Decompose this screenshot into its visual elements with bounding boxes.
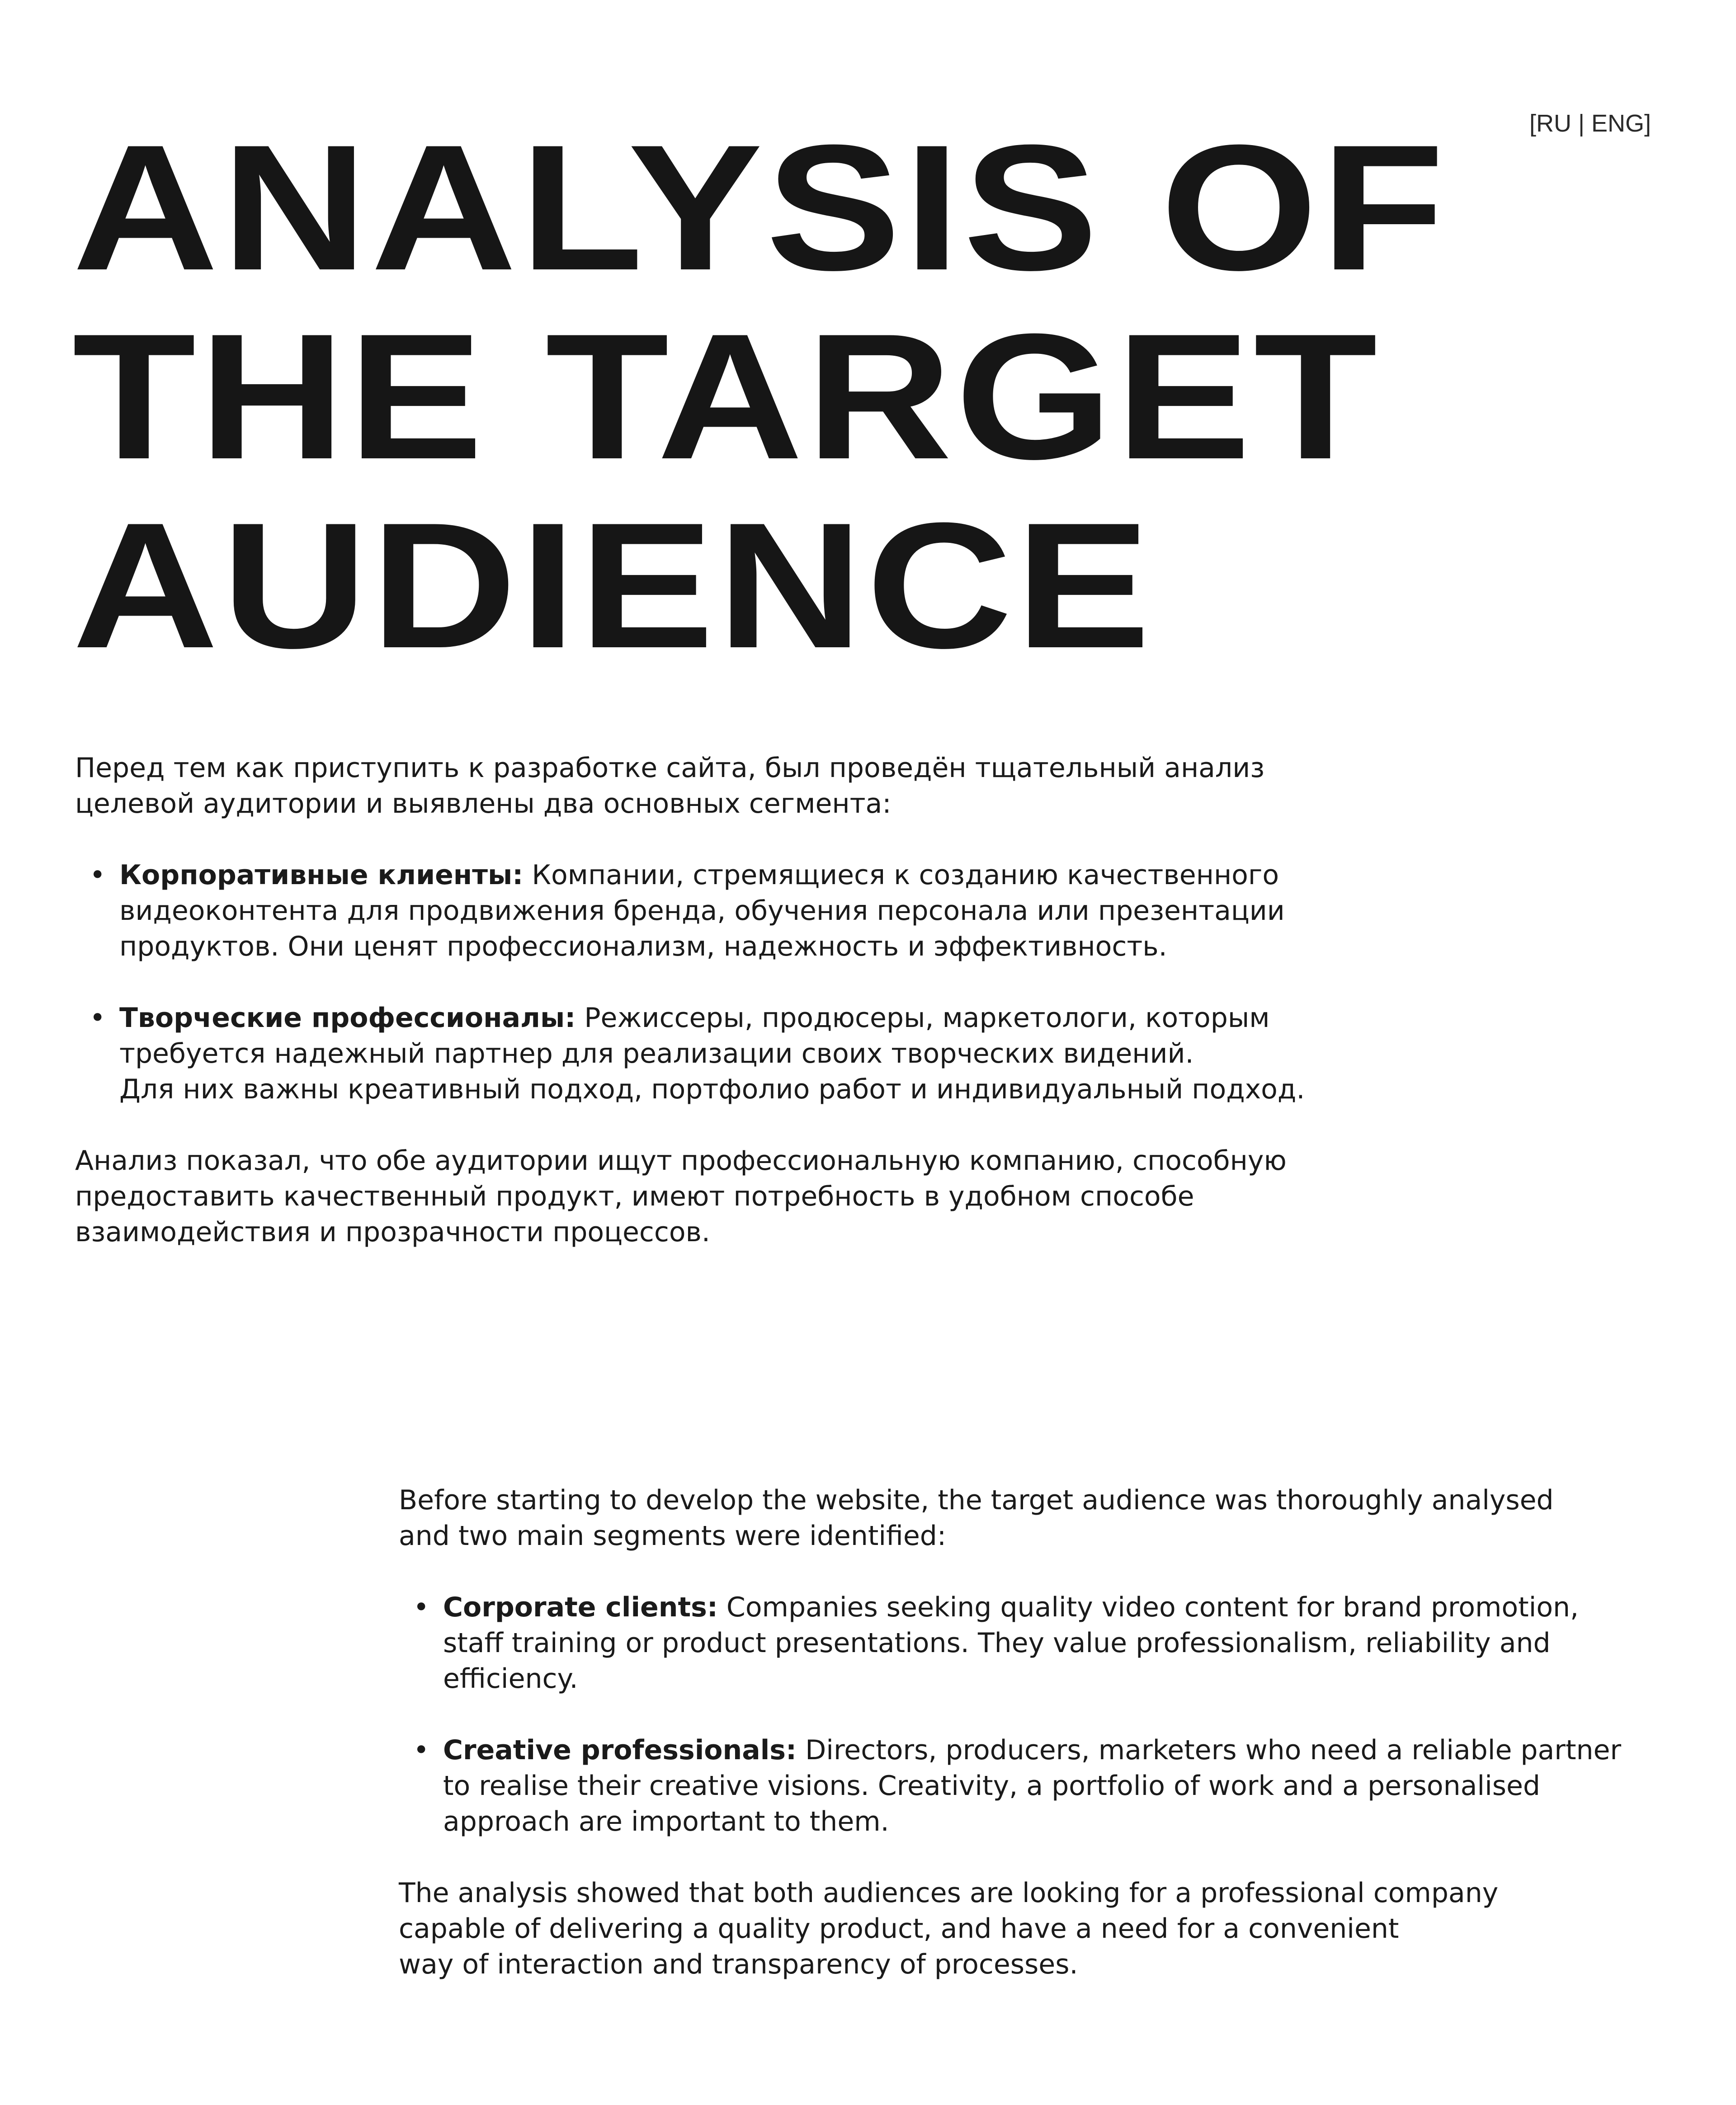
title-line: ANALYSIS OF [72, 108, 1448, 307]
text-line: Companies seeking quality video content for brand promotion, [717, 1592, 1579, 1623]
list-item [399, 1733, 1710, 1840]
text-line: Компании, стремящиеся к созданию качественного [523, 859, 1279, 891]
en-segment-list [399, 1590, 1710, 1840]
ru-description [75, 750, 1386, 1250]
text-line: way of interaction and transparency of processes. [399, 1949, 1078, 1980]
en-conclusion [399, 1875, 1710, 1983]
text-line: Before starting to develop the website, the target audience was thoroughly analysed [399, 1484, 1554, 1516]
text-line: продуктов. Они ценят профессионализм, надежность и эффективность. [119, 931, 1167, 962]
segment-term: Corporate clients: [443, 1592, 718, 1623]
text-line: взаимодействия и прозрачности процессов. [75, 1216, 710, 1248]
text-line: The analysis showed that both audiences are looking for a professional company [399, 1877, 1499, 1909]
bullet-icon: • [90, 1002, 106, 1034]
list-spacer [75, 965, 1386, 1000]
text-line: Режиссеры, продюсеры, маркетологи, которым [576, 1002, 1270, 1034]
title-line: AUDIENCE [72, 485, 1154, 685]
segment-term: Корпоративные клиенты: [119, 859, 524, 891]
bullet-icon: • [90, 859, 106, 891]
text-line: efficiency. [443, 1663, 578, 1695]
title-line: THE TARGET [72, 297, 1381, 496]
page-title [72, 108, 1448, 685]
text-line: staff training or product presentations. They value professionalism, reliability and [443, 1627, 1551, 1659]
en-intro [399, 1483, 1710, 1554]
text-line: Перед тем как приступить к разработке сайта, был проведён тщательный анализ [75, 752, 1265, 784]
ru-intro [75, 750, 1386, 822]
ru-conclusion [75, 1143, 1386, 1250]
text-line: Анализ показал, что обе аудитории ищут профессиональную компанию, способную [75, 1145, 1287, 1177]
text-line: требуется надежный партнер для реализации своих творческих видений. [119, 1038, 1194, 1069]
text-line: capable of delivering a quality product, and have a need for a convenient [399, 1913, 1399, 1945]
text-line: Для них важны креативный подход, портфолио работ и индивидуальный подход. [119, 1074, 1305, 1105]
text-line: Directors, producers, marketers who need a reliable partner [797, 1734, 1622, 1766]
text-line: целевой аудитории и выявлены два основных сегмента: [75, 788, 892, 819]
text-line: to realise their creative visions. Creativity, a portfolio of work and a personalised [443, 1770, 1541, 1802]
bullet-icon: • [413, 1592, 429, 1623]
bullet-icon: • [413, 1734, 429, 1766]
text-line: предоставить качественный продукт, имеют потребность в удобном способе [75, 1181, 1194, 1212]
segment-term: Creative professionals: [443, 1734, 797, 1766]
language-switcher[interactable]: [RU | ENG] [1529, 110, 1651, 137]
en-description [399, 1483, 1710, 1983]
text-line: видеоконтента для продвижения бренда, обучения персонала или презентации [119, 895, 1285, 927]
list-item [399, 1590, 1710, 1697]
ru-segment-list [75, 857, 1386, 1107]
text-line: and two main segments were identified: [399, 1520, 947, 1552]
segment-term: Творческие профессионалы: [119, 1002, 576, 1034]
text-line: approach are important to them. [443, 1806, 889, 1837]
list-item [75, 857, 1386, 965]
list-item [75, 1000, 1386, 1107]
list-spacer [399, 1697, 1710, 1733]
